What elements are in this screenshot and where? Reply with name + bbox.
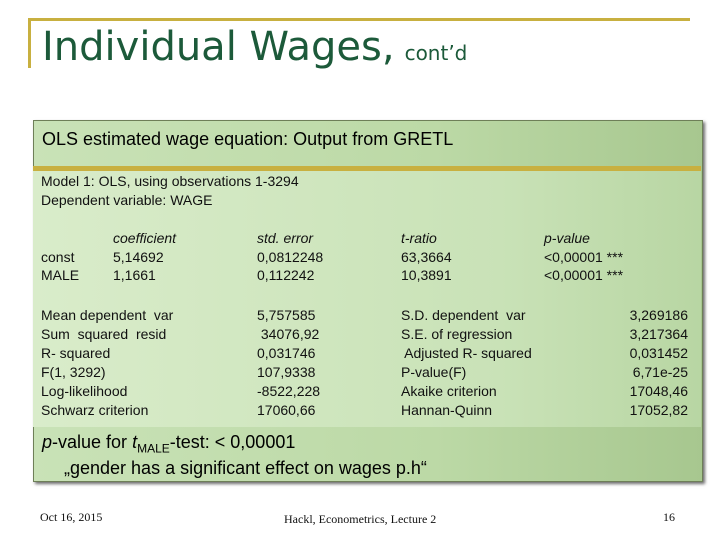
stat-value-f: 107,9338 (257, 364, 316, 380)
pvalue-statement (42, 432, 295, 456)
stat-label-adj-r2: Adjusted R- squared (401, 345, 532, 361)
stat-value-p-f: 6,71e-25 (632, 364, 688, 380)
stat-label-schwarz: Schwarz criterion (41, 402, 149, 418)
pvalue-rest: -test: < 0,00001 (169, 432, 296, 452)
title-main: Individual Wages, (42, 24, 395, 70)
col-header-std-error: std. error (257, 230, 314, 246)
pvalue-p: p (42, 432, 53, 452)
stat-label-mean-dep: Mean dependent var (41, 307, 174, 323)
row-male-p: <0,00001 *** (544, 267, 624, 283)
row-const-p: <0,00001 *** (544, 249, 624, 265)
stat-label-f: F(1, 3292) (41, 364, 106, 380)
footer-center: Hackl, Econometrics, Lecture 2 (284, 512, 437, 526)
footer-date: Oct 16, 2015 (40, 510, 103, 524)
stat-value-adj-r2: 0,031452 (629, 345, 688, 361)
output-header: OLS estimated wage equation: Output from GRETL (42, 129, 454, 149)
title-accent-vertical (28, 18, 31, 68)
stat-label-akaike: Akaike criterion (401, 383, 497, 399)
stat-value-ssr: 34076,92 (257, 326, 320, 342)
col-header-t-ratio: t-ratio (401, 230, 437, 246)
pvalue-mid: -value for (52, 432, 133, 452)
row-const-coef: 5,14692 (113, 249, 164, 265)
title-sub: cont’d (404, 41, 468, 65)
pvalue-t: t (132, 432, 138, 452)
row-male-t: 10,3891 (401, 267, 452, 283)
stat-value-mean-dep: 5,757585 (257, 307, 316, 323)
row-male-coef: 1,1661 (113, 267, 156, 283)
stat-value-schwarz: 17060,66 (257, 402, 316, 418)
stat-value-se-reg: 3,217364 (629, 326, 688, 342)
stat-label-loglik: Log-likelihood (41, 383, 128, 399)
model-line-1: Model 1: OLS, using observations 1-3294 (41, 173, 299, 189)
stat-label-hannan-quinn: Hannan-Quinn (401, 402, 493, 418)
row-const-t: 63,3664 (401, 249, 452, 265)
row-const-se: 0,0812248 (257, 249, 324, 265)
stat-value-akaike: 17048,46 (629, 383, 688, 399)
stat-value-sd-dep: 3,269186 (629, 307, 688, 323)
stat-label-r2: R- squared (41, 345, 111, 361)
pvalue-sub: MALE (137, 441, 170, 456)
col-header-coefficient: coefficient (113, 230, 177, 246)
page-number: 16 (663, 510, 675, 524)
slide-title (42, 24, 467, 70)
title-accent-horizontal (28, 18, 690, 21)
stat-label-se-reg: S.E. of regression (401, 326, 513, 342)
stat-label-sd-dep: S.D. dependent var (401, 307, 526, 323)
stat-label-p-f: P-value(F) (401, 364, 467, 380)
stat-value-hannan-quinn: 17052,82 (625, 402, 688, 418)
row-male-name: MALE (41, 267, 80, 283)
stat-label-ssr: Sum squared resid (41, 326, 167, 342)
stat-value-r2: 0,031746 (257, 345, 316, 361)
stat-value-loglik: -8522,228 (257, 383, 321, 399)
col-header-p-value: p-value (544, 230, 590, 246)
row-male-se: 0,112242 (257, 267, 315, 283)
row-const-name: const (41, 249, 75, 265)
model-line-2: Dependent variable: WAGE (41, 192, 213, 208)
interpretation-note: „gender has a significant effect on wages p.h“ (64, 458, 427, 478)
